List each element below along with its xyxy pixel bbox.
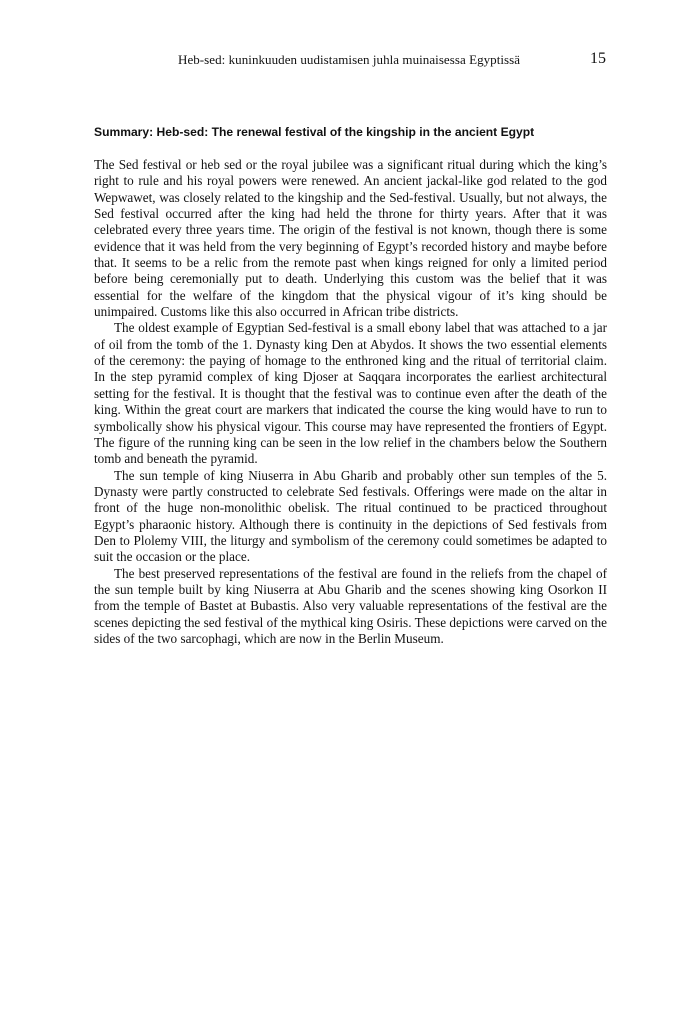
page-number: 15 [590,50,606,67]
summary-paragraph-4: The best preserved representations of the festival are found in the reliefs from the chapel of the sun temple built by king Niuserra at Abu Gharib and the scenes showing king Osorkon II from the temple of Bastet at Bubastis. Also very valuable representations of the festival are the scenes depicting the sed festival of the mythical king Osiris. These depictions were carved on the sides of the two sarcophagi, which are now in the Berlin Museum. [94,565,607,646]
summary-paragraph-3: The sun temple of king Niuserra in Abu Gharib and probably other sun temples of the 5. Dynasty were partly constructed to celebrate Sed festivals. Offerings were made on the altar in front of the huge non-monolithic obelisk. The ritual continued to be practiced throughout Egypt’s pharaonic history. Although there is continuity in the depictions of Sed festivals from Den to Plolemy VIII, the liturgy and symbolism of the ceremony could sometimes be adapted to suit the occasion or the place. [94,467,607,565]
summary-heading: Summary: Heb-sed: The renewal festival of the kingship in the ancient Egypt [94,125,535,139]
running-title: Heb-sed: kuninkuuden uudistamisen juhla muinaisessa Egyptissä [178,52,521,67]
summary-paragraph-1: The Sed festival or heb sed or the royal jubilee was a significant ritual during which the king’s right to rule and his royal powers were renewed. An ancient jackal-like god related to the god Wepwawet, was closely related to the kingship and the Sed-festival. Usually, but not always, the Sed festival occurred after the king had held the throne for thirty years. After that it was celebrated every three years time. The origin of the festival is not known, though there is some evidence that it was held from the very beginning of Egypt’s recorded history and maybe before that. It seems to be a relic from the remote past when kings reigned for only a limited period before being ceremonially put to death. Underlying this custom was the belief that it was essential for the welfare of the kingdom that the physical vigour of it’s king should be unimpaired. Customs like this also occurred in African tribe districts. [94,157,607,320]
summary-body [94,157,607,647]
summary-paragraph-2: The oldest example of Egyptian Sed-festival is a small ebony label that was attached to a jar of oil from the tomb of the 1. Dynasty king Den at Abydos. It shows the two essential elements of the ceremony: the paying of homage to the enthroned king and the ritual of territorial claim. In the step pyramid complex of king Djoser at Saqqara incorporates the earliest architectural setting for the festival. It is thought that the festival was to continue even after the death of the king. Within the great court are markers that indicated the course the king would have to run to symbolically show his physical vigour. This course may have represented the frontiers of Egypt. The figure of the running king can be seen in the low relief in the chambers below the Southern tomb and beneath the pyramid. [94,320,607,467]
running-header [94,50,606,70]
